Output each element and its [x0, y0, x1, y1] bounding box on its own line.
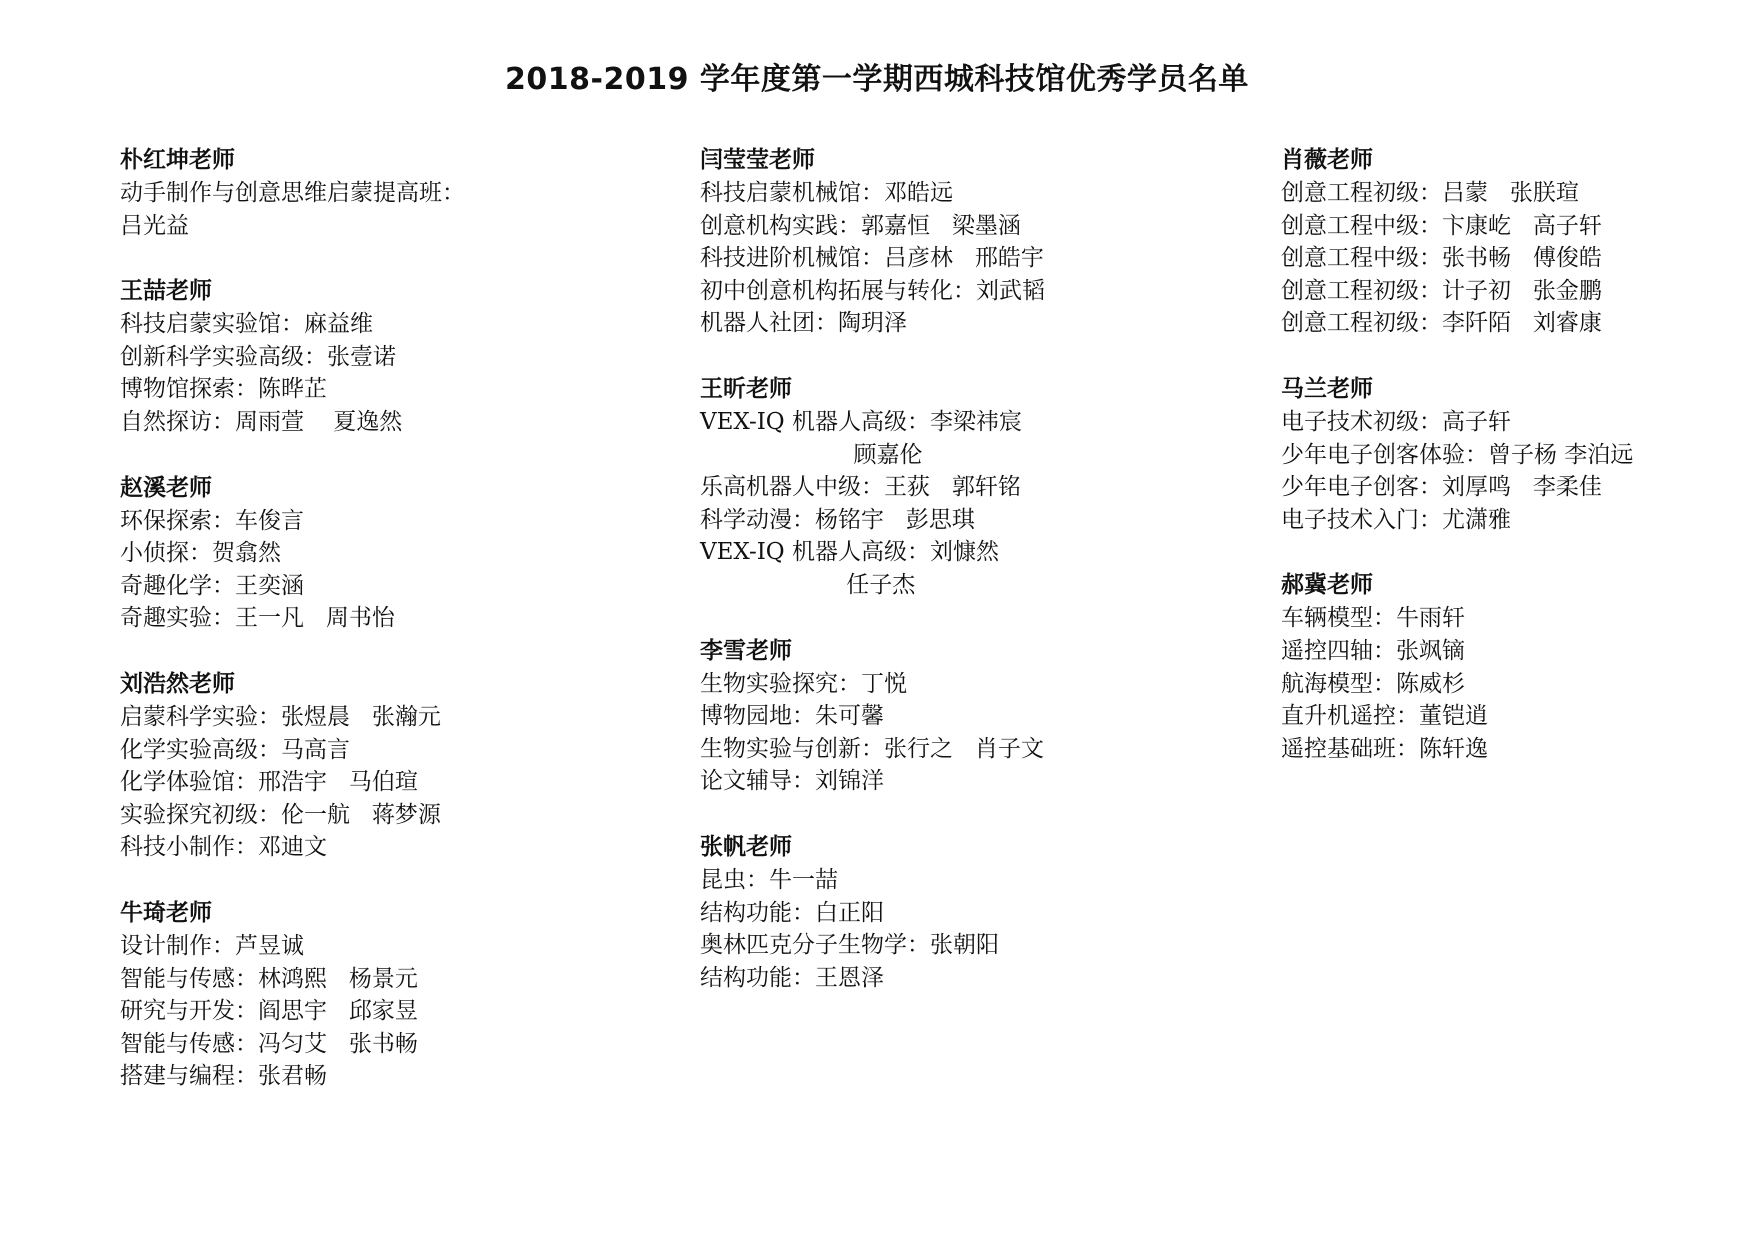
student-entry: 乐高机器人中级：王荻 郭轩铭 [700, 474, 1021, 501]
column-3 [1281, 144, 1754, 798]
student-entry: 创意工程初级：计子初 张金鹏 [1281, 277, 1602, 304]
student-entry: 创新科学实验高级：张壹诺 [120, 343, 396, 370]
student-entry: 初中创意机构拓展与转化：刘武韬 [700, 277, 1045, 304]
teacher-name: 王昕老师 [700, 375, 792, 402]
student-entry: 创意工程初级：吕蒙 张朕瑄 [1281, 180, 1579, 206]
teacher-name: 王喆老师 [120, 278, 212, 305]
student-entry: 博物馆探索：陈晔芷 [120, 376, 327, 403]
column-2 [700, 144, 1260, 1027]
teacher-name: 张帆老师 [700, 833, 792, 860]
teacher-name: 郝冀老师 [1281, 572, 1373, 599]
student-entry: 环保探索：车俊言 [120, 507, 304, 534]
student-entry: 设计制作：芦昱诚 [120, 932, 304, 959]
teacher-section [1281, 569, 1754, 765]
student-entry: 小侦探：贺翕然 [120, 540, 281, 567]
teacher-name: 肖薇老师 [1281, 147, 1373, 173]
student-entry: 奥林匹克分子生物学：张朝阳 [700, 932, 999, 959]
student-entry: 奇趣化学：王奕涵 [120, 572, 304, 599]
teacher-section [700, 635, 1260, 798]
student-entry: 博物园地：朱可馨 [700, 703, 884, 730]
teacher-section [700, 373, 1260, 602]
student-entry: 自然探访：周雨萱 夏逸然 [120, 408, 403, 435]
student-entry: VEX-IQ 机器人高级：刘慷然 [700, 539, 999, 566]
student-entry: 化学体验馆：邢浩宇 马伯瑄 [120, 769, 418, 796]
student-entry: 创意机构实践：郭嘉恒 梁墨涵 [700, 212, 1021, 239]
student-entry: 化学实验高级：马高言 [120, 736, 350, 763]
teacher-section [120, 897, 680, 1093]
student-entry: 遥控基础班：陈轩逸 [1281, 735, 1488, 762]
student-entry: 航海模型：陈威杉 [1281, 670, 1465, 697]
student-entry: 创意工程初级：李阡陌 刘睿康 [1281, 310, 1602, 337]
student-entry: 启蒙科学实验：张煜晨 张瀚元 [120, 703, 441, 730]
teacher-section [120, 275, 680, 438]
teacher-section [700, 831, 1260, 994]
student-entry: 智能与传感：冯匀艾 张书畅 [120, 1030, 418, 1057]
student-entry: 遥控四轴：张飒镝 [1281, 637, 1465, 664]
student-entry: 搭建与编程：张君畅 [120, 1063, 327, 1090]
student-entry: 昆虫：牛一喆 [700, 866, 838, 893]
student-entry: 直升机遥控：董铠逍 [1281, 703, 1488, 730]
column-1 [120, 144, 680, 1126]
teacher-section [120, 472, 680, 635]
teacher-name: 马兰老师 [1281, 375, 1373, 402]
student-entry: 科学动漫：杨铭宇 彭思琪 [700, 506, 975, 533]
teacher-name: 闫莹莹老师 [700, 147, 815, 173]
teacher-name: 赵溪老师 [120, 474, 212, 501]
teacher-name: 刘浩然老师 [120, 670, 235, 697]
teacher-name: 李雪老师 [700, 637, 792, 664]
student-entry: 生物实验探究：丁悦 [700, 670, 907, 697]
student-entry: 科技启蒙实验馆：麻益维 [120, 311, 373, 338]
teacher-section [120, 144, 680, 242]
page-title: 2018-2019 学年度第一学期西城科技馆优秀学员名单 [505, 62, 1249, 97]
student-entry: 动手制作与创意思维启蒙提高班： [120, 180, 465, 206]
student-entry: 少年电子创客体验：曾子杨 李泊远 [1281, 441, 1634, 468]
student-entry: 电子技术入门：尤潇雅 [1281, 506, 1511, 533]
student-entry: 奇趣实验：王一凡 周书怡 [120, 605, 395, 632]
student-entry: 任子杰 [700, 571, 916, 598]
student-entry: 生物实验与创新：张行之 肖子文 [700, 735, 1044, 762]
student-entry: 顾嘉伦 [700, 441, 923, 468]
student-entry: 实验探究初级：伦一航 蒋梦源 [120, 801, 441, 828]
teacher-section [120, 668, 680, 864]
student-entry: 创意工程中级：卞康屹 高子轩 [1281, 212, 1602, 239]
student-entry: 创意工程中级：张书畅 傅俊皓 [1281, 245, 1602, 272]
student-entry: 吕光益 [120, 212, 189, 239]
student-entry: 电子技术初级：高子轩 [1281, 408, 1511, 435]
student-entry: 机器人社团：陶玥泽 [700, 310, 907, 337]
teacher-section [1281, 144, 1754, 340]
student-entry: 论文辅导：刘锦洋 [700, 768, 884, 795]
student-entry: 少年电子创客：刘厚鸣 李柔佳 [1281, 474, 1602, 501]
student-entry: 智能与传感：林鸿熙 杨景元 [120, 965, 418, 992]
student-entry: 科技启蒙机械馆：邓皓远 [700, 180, 953, 206]
teacher-name: 牛琦老师 [120, 899, 212, 926]
student-entry: 结构功能：白正阳 [700, 899, 884, 926]
student-entry: 结构功能：王恩泽 [700, 964, 884, 991]
teacher-section [700, 144, 1260, 340]
student-entry: 科技小制作：邓迪文 [120, 834, 327, 861]
teacher-section [1281, 373, 1754, 536]
student-entry: 科技进阶机械馆：吕彦林 邢皓宇 [700, 245, 1044, 272]
student-entry: 车辆模型：牛雨轩 [1281, 605, 1465, 632]
student-entry: 研究与开发：阎思宇 邱家昱 [120, 998, 418, 1025]
student-entry: VEX-IQ 机器人高级：李梁祎宸 [700, 408, 1022, 435]
teacher-name: 朴红坤老师 [120, 147, 235, 173]
